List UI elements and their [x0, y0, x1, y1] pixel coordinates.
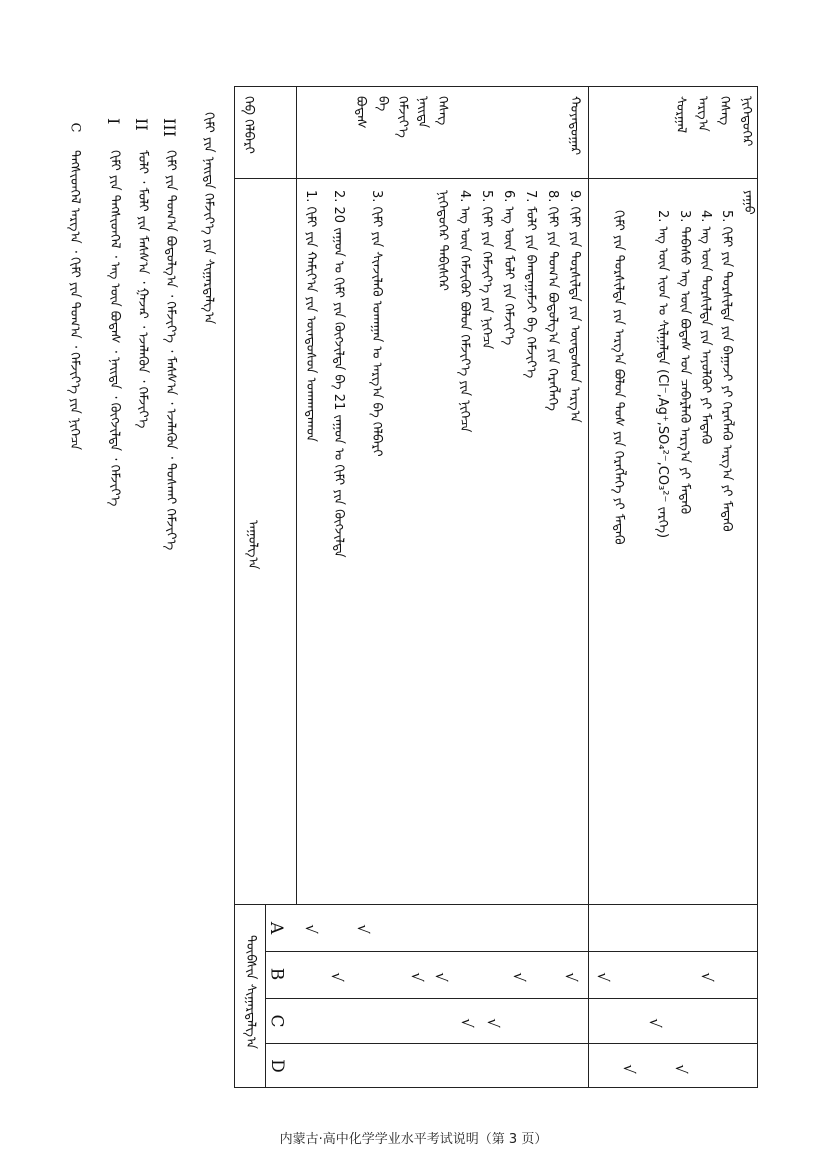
topic-header: ᠬᠡᠪ ᠬᠡᠯᠪᠡᠷᠢ — [241, 96, 256, 154]
section-2-item: 5. ᠬᠢᠮᠢ ᠶᠢᠨ ᠬᠡᠮᠵᠢᠶ᠎ᠡ ᠶᠢᠨ ᠨᠢᠭᠡᠴᠡ — [479, 190, 494, 350]
section-1-item: ᠬᠢᠮᠢ ᠶᠢᠨ ᠲᠤᠷᠰᠢᠯᠲᠠ ᠶᠢᠨ ᠠᠷᠭ᠎ᠠ ᠪᠣᠯᠤᠨ ᠲᠤᠰ ᠶᠢᠨ ᠬᠡᠷᠡᠭᠯᠡᠭᠡ ᠶᠢ ᠮᠡᠳᠡᠬᠦ — [611, 210, 626, 545]
section-2-topic-line: ᠬᠡᠮᠵᠢᠶ᠎ᠡ — [395, 96, 410, 138]
notes-line: ᠬᠢᠮᠢ ᠶᠢᠨ ᠲᠣᠭ᠎ᠠ ᠪᠣᠳᠣᠯᠭ᠎ᠠ ᠂ ᠬᠡᠮᠵᠢᠶ᠎ᠡ ᠂ ᠮᠠᠰᠰ᠎ᠠ ᠂ ᠡᠵᠡᠯᠡᠬᠦᠨ ᠂ ᠲᠤᠰᠬᠠᠢ ᠬᠡᠮᠵᠢᠶ᠎ᠡ — [163, 150, 178, 551]
check-mark: √ — [301, 924, 320, 934]
section-2-topic-line: ᠪᠠ — [375, 96, 390, 112]
section-2-item: 7. ᠮᠣᠯᠢ ᠶᠢᠨ ᠪᠠᠭᠳᠠᠭᠠᠮᠵᠢ ᠪᠠ ᠬᠡᠮᠵᠢᠶ᠎ᠡ — [523, 190, 538, 379]
section-2-item: 8. ᠬᠢᠮᠢ ᠶᠢᠨ ᠲᠣᠭ᠎ᠠ ᠪᠣᠳᠣᠯᠭ᠎ᠠ ᠶᠢᠨ ᠬᠡᠷᠡᠭᠯᠡᠭᠡ — [545, 190, 560, 411]
check-mark: √ — [697, 972, 716, 982]
check-mark: √ — [619, 1064, 638, 1074]
section-2-item: 2. 20 ᠵᠠᠭᠤᠨ ᠤ ᠬᠢᠮᠢ ᠶᠢᠨ ᠬᠦᠭᠵᠢᠯᠲᠡ ᠪᠠ 21 ᠵᠠᠭᠤᠨ ᠤ ᠬᠢᠮᠢ ᠶᠢᠨ ᠬᠦᠭᠵᠢᠯᠲᠡ — [331, 190, 346, 558]
check-mark: √ — [645, 1018, 664, 1028]
section-2-topic-line: ᠨᠡᠢᠲᠡ — [415, 96, 430, 129]
section-2-item: 3. ᠬᠢᠮᠢ ᠶᠢᠨ ᠰᠢᠨᠵᠢᠯᠡᠬᠦ ᠤᠬᠠᠭᠠᠨ ᠤ ᠠᠷᠭ᠎ᠠ ᠪᠠ ᠬᠡᠯᠪᠡᠷᠢ — [369, 190, 384, 457]
section-2-topic-line: ᠪᠣᠳᠠᠰ — [353, 96, 368, 129]
section-1-topic-line: ᠨᠢᠭᠡᠳᠦᠭᠡᠷ — [739, 96, 754, 147]
level-c-label: C — [266, 1014, 287, 1028]
check-mark: √ — [407, 972, 426, 982]
section-1-item: 5. ᠬᠢᠮᠢ ᠶᠢᠨ ᠲᠤᠷᠰᠢᠯᠲᠠ ᠶᠢᠨ ᠪᠠᠭᠠᠵᠢ ᠶᠢ ᠬᠡᠷᠡᠭᠯᠡᠬᠦ ᠠᠷᠭ᠎ᠠ ᠶᠢ ᠮᠡᠳᠡᠬᠦ — [719, 210, 734, 532]
roman-numeral: I — [104, 118, 123, 125]
section-2-topic-line: ᠬᠡᠰᠡᠭ — [435, 96, 450, 126]
content-header: ᠠᠭᠤᠯᠭ᠎ᠠ — [245, 520, 260, 570]
page-footer: 内蒙古·高中化学学业水平考试说明（第 3 页） — [279, 1132, 548, 1147]
check-mark: √ — [593, 972, 612, 982]
section-1-item: 4. ᠡᠩ ᠦᠨ ᠲᠤᠷᠰᠢᠯᠲᠠ ᠶᠢᠨ ᠠᠶᠤᠯᠭᠦᠢ ᠶᠢ ᠮᠡᠳᠡᠬᠦ — [698, 210, 713, 445]
check-mark: √ — [561, 972, 580, 982]
section-1-bullet: ᠶᠠᠭᠤ — [741, 190, 756, 215]
check-mark: √ — [431, 972, 450, 982]
section-2-footnote: ᠨᠢᠭᠡᠳᠦᠭᠡᠷ ᠳᠡᠪᠢᠰᠬᠡᠷ — [435, 190, 450, 291]
section-1-topic-line: ᠰᠤᠷᠭᠠᠯ — [673, 96, 688, 134]
roman-numeral: III — [160, 118, 179, 137]
notes-line: ᠬᠢᠮᠢ ᠶᠢᠨ ᠲᠡᠭᠰᠢᠳᠭᠡᠯ ᠂ ᠡᠩ ᠦᠨ ᠪᠣᠳᠠᠰ ᠂ ᠨᠡᠢᠲᠡ ᠂ ᠬᠦᠭᠵᠢᠯᠲᠡ ᠂ ᠬᠡᠮᠵᠢᠶ᠎ᠡ — [107, 150, 122, 507]
level-d-label: D — [266, 1059, 287, 1073]
notes-line: ᠲᠡᠭᠰᠢᠳᠭᠡᠯ ᠠᠷᠭ᠎ᠠ ᠂ ᠬᠢᠮᠢ ᠶᠢᠨ ᠲᠣᠭ᠎ᠠ ᠂ ᠬᠡᠮᠵᠢᠶ᠎ᠡ ᠶᠢᠨ ᠨᠢᠭᠡᠴᠡ — [67, 150, 82, 451]
section-2-item: 4. ᠡᠩ ᠦᠨ ᠬᠡᠮᠵᠢᠭᠦᠷ ᠪᠣᠯᠤᠨ ᠬᠡᠮᠵᠢᠶ᠎ᠡ ᠶᠢᠨ ᠨᠢᠭᠡᠴᠡ — [457, 190, 472, 433]
section-1-topic-line: ᠬᠡᠰᠡᠭ — [717, 96, 732, 126]
section-2-item: 6. ᠡᠩ ᠦᠨ ᠮᠣᠯᠢ ᠶᠢᠨ ᠬᠡᠮᠵᠢᠶ᠎ᠡ — [501, 190, 516, 346]
notes-heading: ᠬᠢᠮᠢ ᠶᠢᠨ ᠨᠡᠢᠲᠡ ᠬᠡᠮᠵᠢᠶ᠎ᠡ ᠶᠢᠨ ᠰᠢᠭᠠᠷᠳᠠᠯᠭ᠎ᠠ — [201, 112, 216, 325]
section-2-item: 9. ᠬᠢᠮᠢ ᠶᠢᠨ ᠲᠤᠷᠰᠢᠯᠲᠠ ᠶᠢᠨ ᠦᠨᠳᠦᠰᠦᠨ ᠠᠷᠭ᠎ᠠ — [567, 190, 582, 423]
section-1-item: 3. ᠳᠠᠪᠠᠰᠤ ᠡᠩ ᠦᠨ ᠪᠣᠳᠠᠰ ᠤᠨ ᠴᠡᠪᠡᠷᠯᠡᠬᠦ ᠠᠷᠭ᠎ᠠ ᠶᠢ ᠮᠡᠳᠡᠬᠦ — [677, 210, 692, 515]
notes-marker: C — [67, 122, 83, 133]
check-mark: √ — [327, 972, 346, 982]
section-2-topic-line: ᠬᠣᠶᠠᠳᠤᠭᠠᠷ — [567, 96, 582, 156]
check-mark: √ — [483, 1018, 502, 1028]
level-b-label: B — [266, 967, 287, 981]
level-header: ᠲᠦᠪᠰᠢᠨ ᠰᠢᠭᠠᠷᠳᠠᠯᠭ᠎ᠠ — [243, 935, 258, 1049]
roman-numeral: II — [132, 118, 151, 131]
level-a-label: A — [266, 921, 287, 935]
section-1-topic-line: ᠠᠷᠭ᠎ᠠ — [695, 96, 710, 132]
check-mark: √ — [457, 1018, 476, 1028]
section-2-item: 1. ᠬᠢᠮᠢ ᠶᠢᠨ ᠬᠠᠮᠢᠶ᠎ᠠ ᠶᠢᠨ ᠦᠨᠳᠦᠰᠦᠨ ᠤᠬᠠᠭᠳᠠᠬᠤᠨ — [303, 190, 318, 442]
notes-line: ᠮᠣᠯᠢ ᠂ ᠮᠣᠯᠢ ᠶᠢᠨ ᠮᠠᠰᠰ᠎ᠠ ᠂ ᠭᠠᠵᠠᠷ ᠂ ᠡᠵᠡᠯᠡᠬᠦᠨ ᠂ ᠬᠡᠮᠵᠢᠶ᠎ᠡ — [135, 150, 150, 429]
check-mark: √ — [353, 924, 372, 934]
check-mark: √ — [509, 972, 528, 982]
section-1-item: 2. ᠡᠩ ᠦᠨ ᠢᠣᠨ ᠤ ᠰᠢᠯᠭᠠᠯᠲᠠ (Cl⁻,Ag⁺,SO₄²⁻,CO₃²⁻ ᠵᠡᠷᠭᠡ) — [655, 210, 670, 539]
check-mark: √ — [671, 1064, 690, 1074]
